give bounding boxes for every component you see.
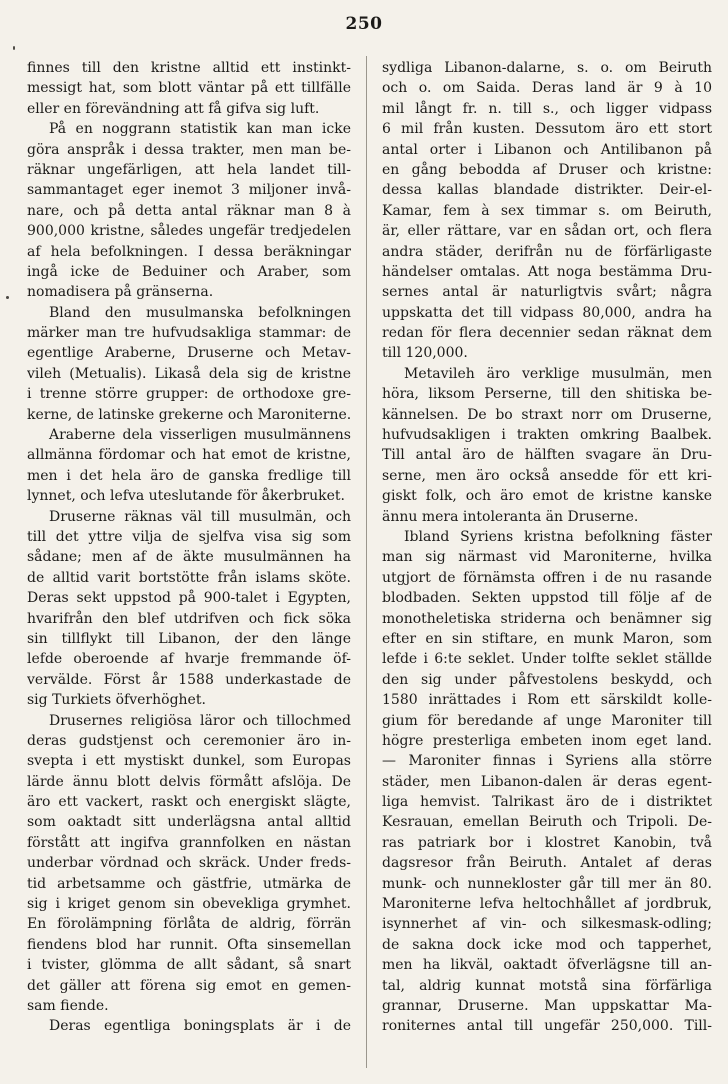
text-line: hufvudsakligen i trakten omkring Baalbek. [382,427,712,444]
text-line: en gång bebodda af Druser och kristne: [382,161,712,178]
text-line: äro ett vackert, raskt och energiskt slägte, [27,794,351,811]
text-line: vileh (Metualis). Likaså dela sig de kristne [27,365,351,382]
text-line: höra, liksom Perserne, till den shitiska be- [382,386,712,403]
text-line: tid arbetsamme och gästfrie, utmärka de [27,875,351,892]
text-line: deras gudstjenst och ceremonier äro in- [27,732,351,749]
text-line: Ibland Syriens kristna befolkning fäster [404,528,712,545]
text-line: dagsresor från Beiruth. Antalet af deras [382,855,712,872]
text-line: sammantaget eger inemot 3 miljoner invå- [27,182,351,199]
text-line: finnes till den kristne alltid ett instinkt- [27,60,351,76]
text-line: efter en sin stiftare, en munk Maron, som [382,630,712,647]
text-line: blodbaden. Sekten uppstod till följe af de [382,590,712,607]
text-line: Druserne räknas väl till musulmän, och [49,508,351,525]
text-line: räknar ungefärligen, att hela landet till- [27,161,351,178]
text-line: 1580 inrättades i Rom ett särskildt kolle- [382,692,712,709]
text-line: grannar, Druserne. Man uppskattar Ma- [382,997,712,1014]
text-line: Till antal äro de hälften svagare än Dru- [382,447,712,464]
text-line: den sig under påfvestolens beskydd, och [382,671,712,688]
text-line: serne, men äro också ansedde för ett kri- [382,467,712,484]
text-line: andra städer, derifrån nu de förfärligaste [382,243,712,260]
text-line: dessa kallas blandade distrikter. Deir-el- [382,182,712,199]
text-line: lärde ännu blott delvis förmått afslöja. De [27,773,351,790]
text-line: messigt hat, som blott väntar på ett tillfälle [27,80,351,97]
text-line: egentlige Araberne, Druserne och Metav- [27,345,351,362]
text-line: Bland den musulmanska befolkningen [49,304,351,321]
text-line: ras patriark bor i klostret Kanobin, två [382,834,712,851]
text-line: de alltid varit bortstötte från islams sköte. [27,569,351,586]
text-line: Maroniterne lefva heltochhållet af jordbruk, [382,896,712,913]
text-line: och o. om Saida. Deras land är 9 à 10 [382,80,712,97]
text-line: sydliga Libanon-dalarne, s. o. om Beiruth [382,60,712,76]
text-line: nomadisera på gränserna. [27,284,214,301]
text-line: vervälde. Först år 1588 underkastade de [27,671,351,688]
text-line: gium för beredande af unge Maroniter till [382,712,712,729]
column-divider [366,56,367,1068]
text-line: högre presterliga embeten inom eget land. [382,732,712,749]
text-line: nare, och på detta antal räknar man 8 à [27,202,351,219]
text-line: märker man tre hufvudsakliga stammar: de [27,325,351,342]
text-line: mil långt fr. n. till s., och ligger vidpass [382,100,712,117]
margin-mark [13,46,15,50]
text-line: Araberne dela visserligen musulmännens [49,427,351,444]
right-text-column [382,58,712,1037]
text-line: Metavileh äro verklige musulmän, men [404,365,712,382]
text-line: 6 mil från kusten. Dessutom äro ett stort [382,121,712,138]
text-line: men ha likväl, oaktadt öfverlägsne till an- [382,957,712,974]
text-line: Drusernes religiösa läror och tillochmed [49,712,351,729]
text-line: de sakna dock icke mod och tapperhet, [382,936,712,953]
text-line: sådane; men af de äkte musulmännen ha [27,549,351,566]
text-line: uppskatta det till vidpass 80,000, andra ha [382,304,712,321]
text-line: Kamar, fem à sex timmar s. om Beiruth, [382,202,712,219]
text-line: man sig närmast vid Maroniterne, hvilka [382,549,712,566]
text-line: fiendens blod har runnit. Ofta sinsemellan [27,936,351,953]
text-line: är, eller rättare, var en sådan ort, och flera [382,223,712,240]
text-line: redan för flera decennier sedan räknat dem [382,325,712,342]
text-line: göra anspråk i dessa trakter, men man be- [27,141,351,158]
text-line: liga hemvist. Talrikast äro de i distriktet [382,794,712,811]
text-line: munk- och nunnekloster går till mer än 80. [382,875,712,892]
text-line: ännu mera intoleranta än Druserne. [382,508,639,525]
text-line: sam fiende. [27,997,109,1014]
text-line: lefde i 6:te seklet. Under tolfte seklet ställde [382,651,712,668]
left-text-column [27,58,351,1037]
text-line: svepta i ett mystiskt dunkel, som Europas [27,753,351,770]
text-line: ingå icke de Beduiner och Araber, som [27,263,351,280]
text-line: 900,000 kristne, således ungefär tredjedelen [27,223,351,240]
text-line: händelser omtalas. Att noga bestämma Dru- [382,263,712,280]
text-line: sig Turkiets öfverhöghet. [27,692,206,709]
text-line: till det yttre vilja de sjelfva visa sig som [27,528,351,545]
text-line: kännelsen. De bo straxt norr om Druserne, [382,406,712,423]
text-line: af hela befolkningen. I dessa beräkningar [27,243,351,260]
text-line: lefde oberoende af hvarje fremmande öf- [27,651,351,668]
text-line: På en noggrann statistik kan man icke [49,121,351,138]
text-line: Kesrauan, emellan Beiruth och Tripoli. De- [382,814,712,831]
text-line: i tvister, glömma de allt sådant, så snart [27,957,351,974]
text-line: allmänna fördomar och hat emot de kristne, [27,447,351,464]
text-line: tal, aldrig kunnat motstå sina förfärliga [382,977,712,994]
text-line: underbar vördnad och skräck. Under freds- [27,855,351,872]
text-line: hvarifrån den blef utdrifven och fick söka [27,610,351,627]
text-line: giskt folk, och äro emot de kristne kanske [382,488,712,505]
text-line: isynnerhet af vin- och silkesmask-odling; [382,916,712,933]
text-line: lynnet, och lefva uteslutande för åkerbruket. [27,488,345,505]
text-line: antal orter i Libanon och Antilibanon på [382,141,712,158]
text-line: sernes antal är naturligtvis svårt; några [382,284,712,301]
text-line: utgjort de förnämsta offren i de nu rasande [382,569,712,586]
page-number: 250 [345,14,383,34]
text-line: som oaktadt sitt underlägsna antal alltid [27,814,351,831]
text-line: men i det hela äro de ganska fredlige till [27,467,351,484]
text-line: städer, men Libanon-dalen är deras egent- [382,773,712,790]
text-line: monotheletiska striderna och benämner sig [382,610,712,627]
text-line: Deras sekt uppstod på 900-talet i Egypten, [27,590,351,607]
text-line: eller en förevändning att få gifva sig luft. [27,100,320,117]
text-line: roniternes antal till ungefär 250,000. Till- [382,1018,712,1035]
text-line: sin tillflykt till Libanon, der den länge [27,630,351,647]
text-line: — Maroniter finnas i Syriens alla större [382,753,712,770]
text-line: det gäller att förena sig emot en gemen- [27,977,351,994]
text-line: En förolämpning förlåta de aldrig, förrän [27,916,351,933]
text-line: Deras egentliga boningsplats är i de [49,1018,351,1035]
margin-mark [6,296,9,299]
text-line: förstått att ingifva grannfolken en nästan [27,834,351,851]
text-line: till 120,000. [382,345,468,362]
text-line: kerne, de latinske grekerne och Maroniterne. [27,406,351,423]
text-line: sig i kriget genom sin obevekliga grymhet. [27,896,351,913]
text-line: i trenne större grupper: de orthodoxe gre- [27,386,351,403]
